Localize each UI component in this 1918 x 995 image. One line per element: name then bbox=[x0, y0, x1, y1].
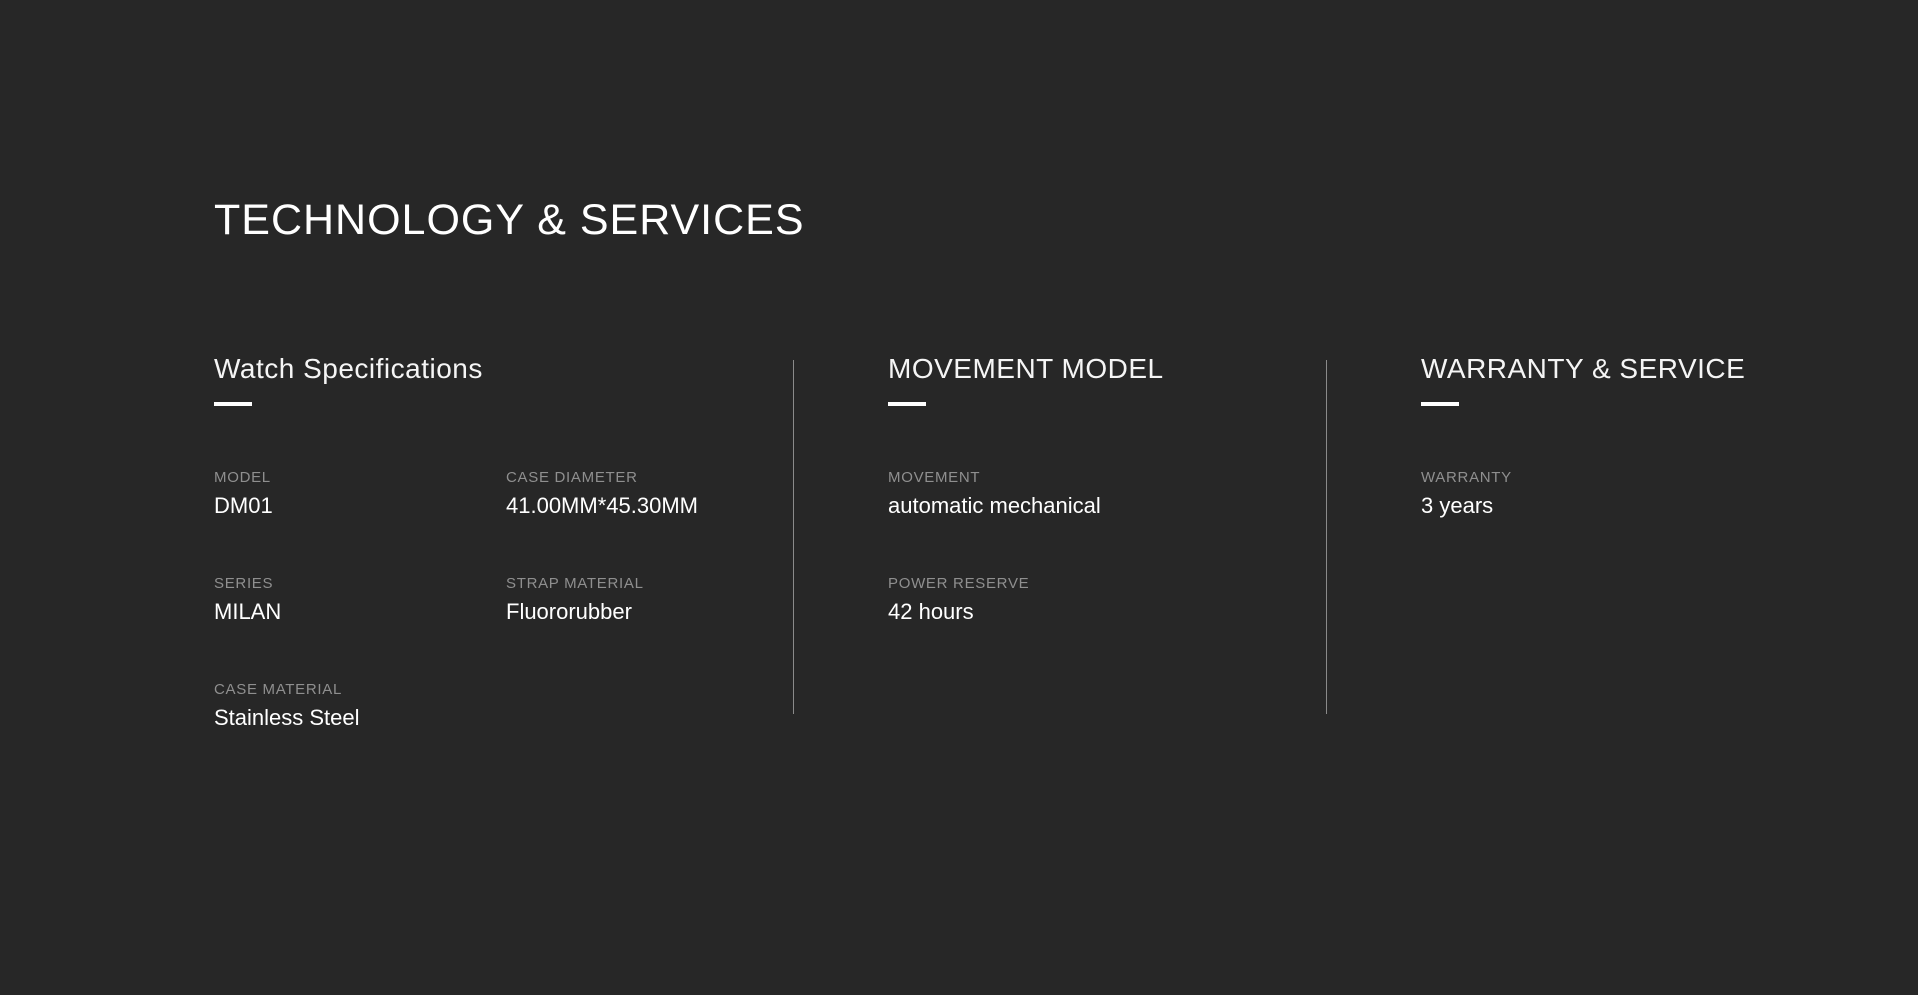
page-title: TECHNOLOGY & SERVICES bbox=[214, 196, 805, 244]
spec-value: Stainless Steel bbox=[214, 705, 360, 730]
section-underline-rule bbox=[888, 402, 926, 406]
spec-item-series bbox=[214, 574, 506, 626]
section-underline-rule bbox=[1421, 402, 1459, 406]
spec-value: Fluororubber bbox=[506, 599, 632, 624]
spec-label: CASE DIAMETER bbox=[506, 469, 638, 486]
spec-value: MILAN bbox=[214, 599, 282, 624]
section-warranty-service bbox=[1327, 352, 1745, 520]
section-underline-rule bbox=[214, 402, 252, 406]
spec-list bbox=[214, 468, 793, 732]
spec-label: MODEL bbox=[214, 469, 271, 486]
spec-value: 3 years bbox=[1421, 493, 1494, 518]
section-movement-model bbox=[794, 352, 1326, 626]
spec-item-case-diameter bbox=[506, 468, 793, 520]
spec-columns bbox=[214, 352, 1746, 732]
spec-item-movement bbox=[888, 468, 1326, 520]
spec-item-model bbox=[214, 468, 506, 520]
spec-list bbox=[888, 468, 1326, 626]
spec-label: CASE MATERIAL bbox=[214, 681, 343, 698]
spec-label: STRAP MATERIAL bbox=[506, 575, 644, 592]
spec-value: 42 hours bbox=[888, 599, 974, 624]
spec-item-case-material bbox=[214, 680, 506, 732]
spec-item-warranty bbox=[1421, 468, 1745, 520]
spec-item-strap-material bbox=[506, 574, 793, 626]
spec-label: POWER RESERVE bbox=[888, 575, 1030, 592]
section-watch-specifications bbox=[214, 352, 793, 732]
spec-value: automatic mechanical bbox=[888, 493, 1101, 518]
spec-label: SERIES bbox=[214, 575, 274, 592]
spec-list bbox=[1421, 468, 1745, 520]
section-title-warranty-service: WARRANTY & SERVICE bbox=[1421, 353, 1746, 384]
section-title-movement-model: MOVEMENT MODEL bbox=[888, 353, 1164, 384]
spec-label: WARRANTY bbox=[1421, 469, 1512, 486]
spec-label: MOVEMENT bbox=[888, 469, 981, 486]
spec-item-power-reserve bbox=[888, 574, 1326, 626]
spec-value: DM01 bbox=[214, 493, 273, 518]
section-title-watch-specifications: Watch Specifications bbox=[214, 353, 483, 384]
spec-value: 41.00MM*45.30MM bbox=[506, 493, 698, 518]
